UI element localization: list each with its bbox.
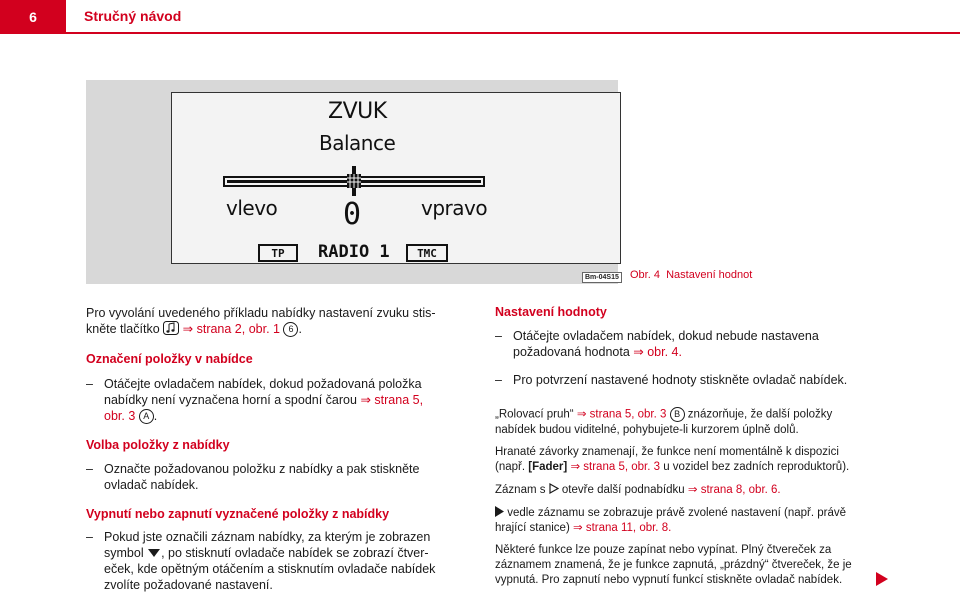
section-choose-body: – Označte požadovanou položku z nabídky a pak stiskněte ovladač nabídek. <box>86 462 420 492</box>
section-select-body: – Otáčejte ovladačem nabídek, dokud požadovaná položka nabídky není vyznačena horní a spodní čarou ⇒ strana 5, obr. 3 A . <box>86 377 424 423</box>
tp-indicator: TP <box>258 244 298 262</box>
display-title: ZVUK <box>328 99 387 124</box>
link-fig-4[interactable]: obr. 4. <box>647 345 682 359</box>
note-scrollbar: „Rolovací pruh“ ⇒ strana 5, obr. 3 B znázorňuje, že další položky nabídek budou viditelné, pohybujete-li kurzorem úplně dolů. <box>495 408 833 436</box>
link-fig-3[interactable]: obr. 3 <box>104 409 136 423</box>
music-note-icon <box>163 321 179 335</box>
callout-a: A <box>139 409 154 424</box>
section-heading-toggle: Vypnutí nebo zapnutí vyznačené položky z nabídky <box>86 507 390 521</box>
link-page-5[interactable]: strana 5, obr. 3 <box>583 461 660 473</box>
triangle-right-filled-icon <box>495 506 504 517</box>
double-arrow-icon: ⇒ <box>182 322 194 336</box>
double-arrow-icon: ⇒ <box>633 345 644 359</box>
triangle-down-icon <box>147 548 161 558</box>
note-submenu: Záznam s otevře další podnabídku ⇒ strana 8, obr. 6. <box>495 484 781 496</box>
page-number: 6 <box>0 0 66 34</box>
page-title: Stručný návod <box>84 8 182 24</box>
header-rule <box>66 32 960 34</box>
radio-station: RADIO 1 <box>318 242 390 262</box>
image-code: Bm-04S15 <box>582 272 622 283</box>
note-current-setting: vedle záznamu se zobrazuje právě zvolené nastavení (např. právě hrající stanice) ⇒ strana 11, obr. 8. <box>495 507 847 534</box>
balance-value: 0 <box>343 197 362 232</box>
intro-line-2: kněte tlačítko ⇒ strana 2, obr. 1 6 . <box>86 322 302 336</box>
section-value-body: – Otáčejte ovladačem nabídek, dokud nebude nastavena požadovaná hodnota ⇒ obr. 4. <box>495 329 819 359</box>
double-arrow-icon: ⇒ <box>572 522 583 534</box>
tmc-indicator: TMC <box>406 244 448 262</box>
double-arrow-icon: ⇒ <box>576 408 587 421</box>
balance-label-left: vlevo <box>226 196 278 220</box>
triangle-right-outline-icon <box>549 483 559 494</box>
display-item: Balance <box>319 131 396 155</box>
slider-knob-icon <box>346 166 362 196</box>
note-brackets: Hranaté závorky znamenají, že funkce není momentálně k dispozici (např. [Fader] ⇒ strana 5, obr. 3 u vozidel bez zadních reproduktorů). <box>495 446 850 473</box>
section-heading-select: Označení položky v nabídce <box>86 352 253 366</box>
section-toggle-body: – Pokud jste označili záznam nabídky, za kterým je zobrazen symbol , po stisknutí ovladače nabídek se zobrazí čtver- eček, kde opětným otáčením a stisknutím ovladače nabídek zvolíte požadované nastavení. <box>86 530 436 592</box>
continue-arrow-icon <box>876 572 888 586</box>
double-arrow-icon: ⇒ <box>687 484 698 496</box>
link-page-5[interactable]: strana 5, <box>374 393 424 407</box>
link-page-8[interactable]: strana 8, obr. 6. <box>700 484 781 496</box>
note-toggle-functions: Některé funkce lze pouze zapínat nebo vypínat. Plný čtvereček za záznamem znamená, že je funkce zapnutá, „prázdný“ čtvereček, že je vypnutá. Pro zapnutí nebo vypnutí funkcí stiskněte ovladač nabídek. <box>495 544 852 586</box>
link-page-11[interactable]: strana 11, obr. 8. <box>585 522 672 534</box>
section-heading-choose: Volba položky z nabídky <box>86 438 230 452</box>
callout-6: 6 <box>283 322 298 337</box>
callout-b: B <box>670 407 685 422</box>
caption-text: Nastavení hodnot <box>666 269 753 281</box>
figure-caption <box>630 269 752 281</box>
double-arrow-icon: ⇒ <box>570 461 581 473</box>
intro-paragraph <box>86 305 476 337</box>
section-heading-value: Nastavení hodnoty <box>495 305 607 319</box>
intro-line-1: Pro vyvolání uvedeného příkladu nabídky nastavení zvuku stis- <box>86 306 436 320</box>
double-arrow-icon: ⇒ <box>360 393 371 407</box>
section-confirm-body: – Pro potvrzení nastavené hodnoty stiskněte ovladač nabídek. <box>495 373 848 387</box>
link-page-2[interactable]: strana 2, obr. 1 <box>196 322 280 336</box>
balance-label-right: vpravo <box>421 196 488 220</box>
caption-prefix: Obr. 4 <box>630 269 660 281</box>
link-page-5[interactable]: strana 5, obr. 3 <box>589 408 667 421</box>
